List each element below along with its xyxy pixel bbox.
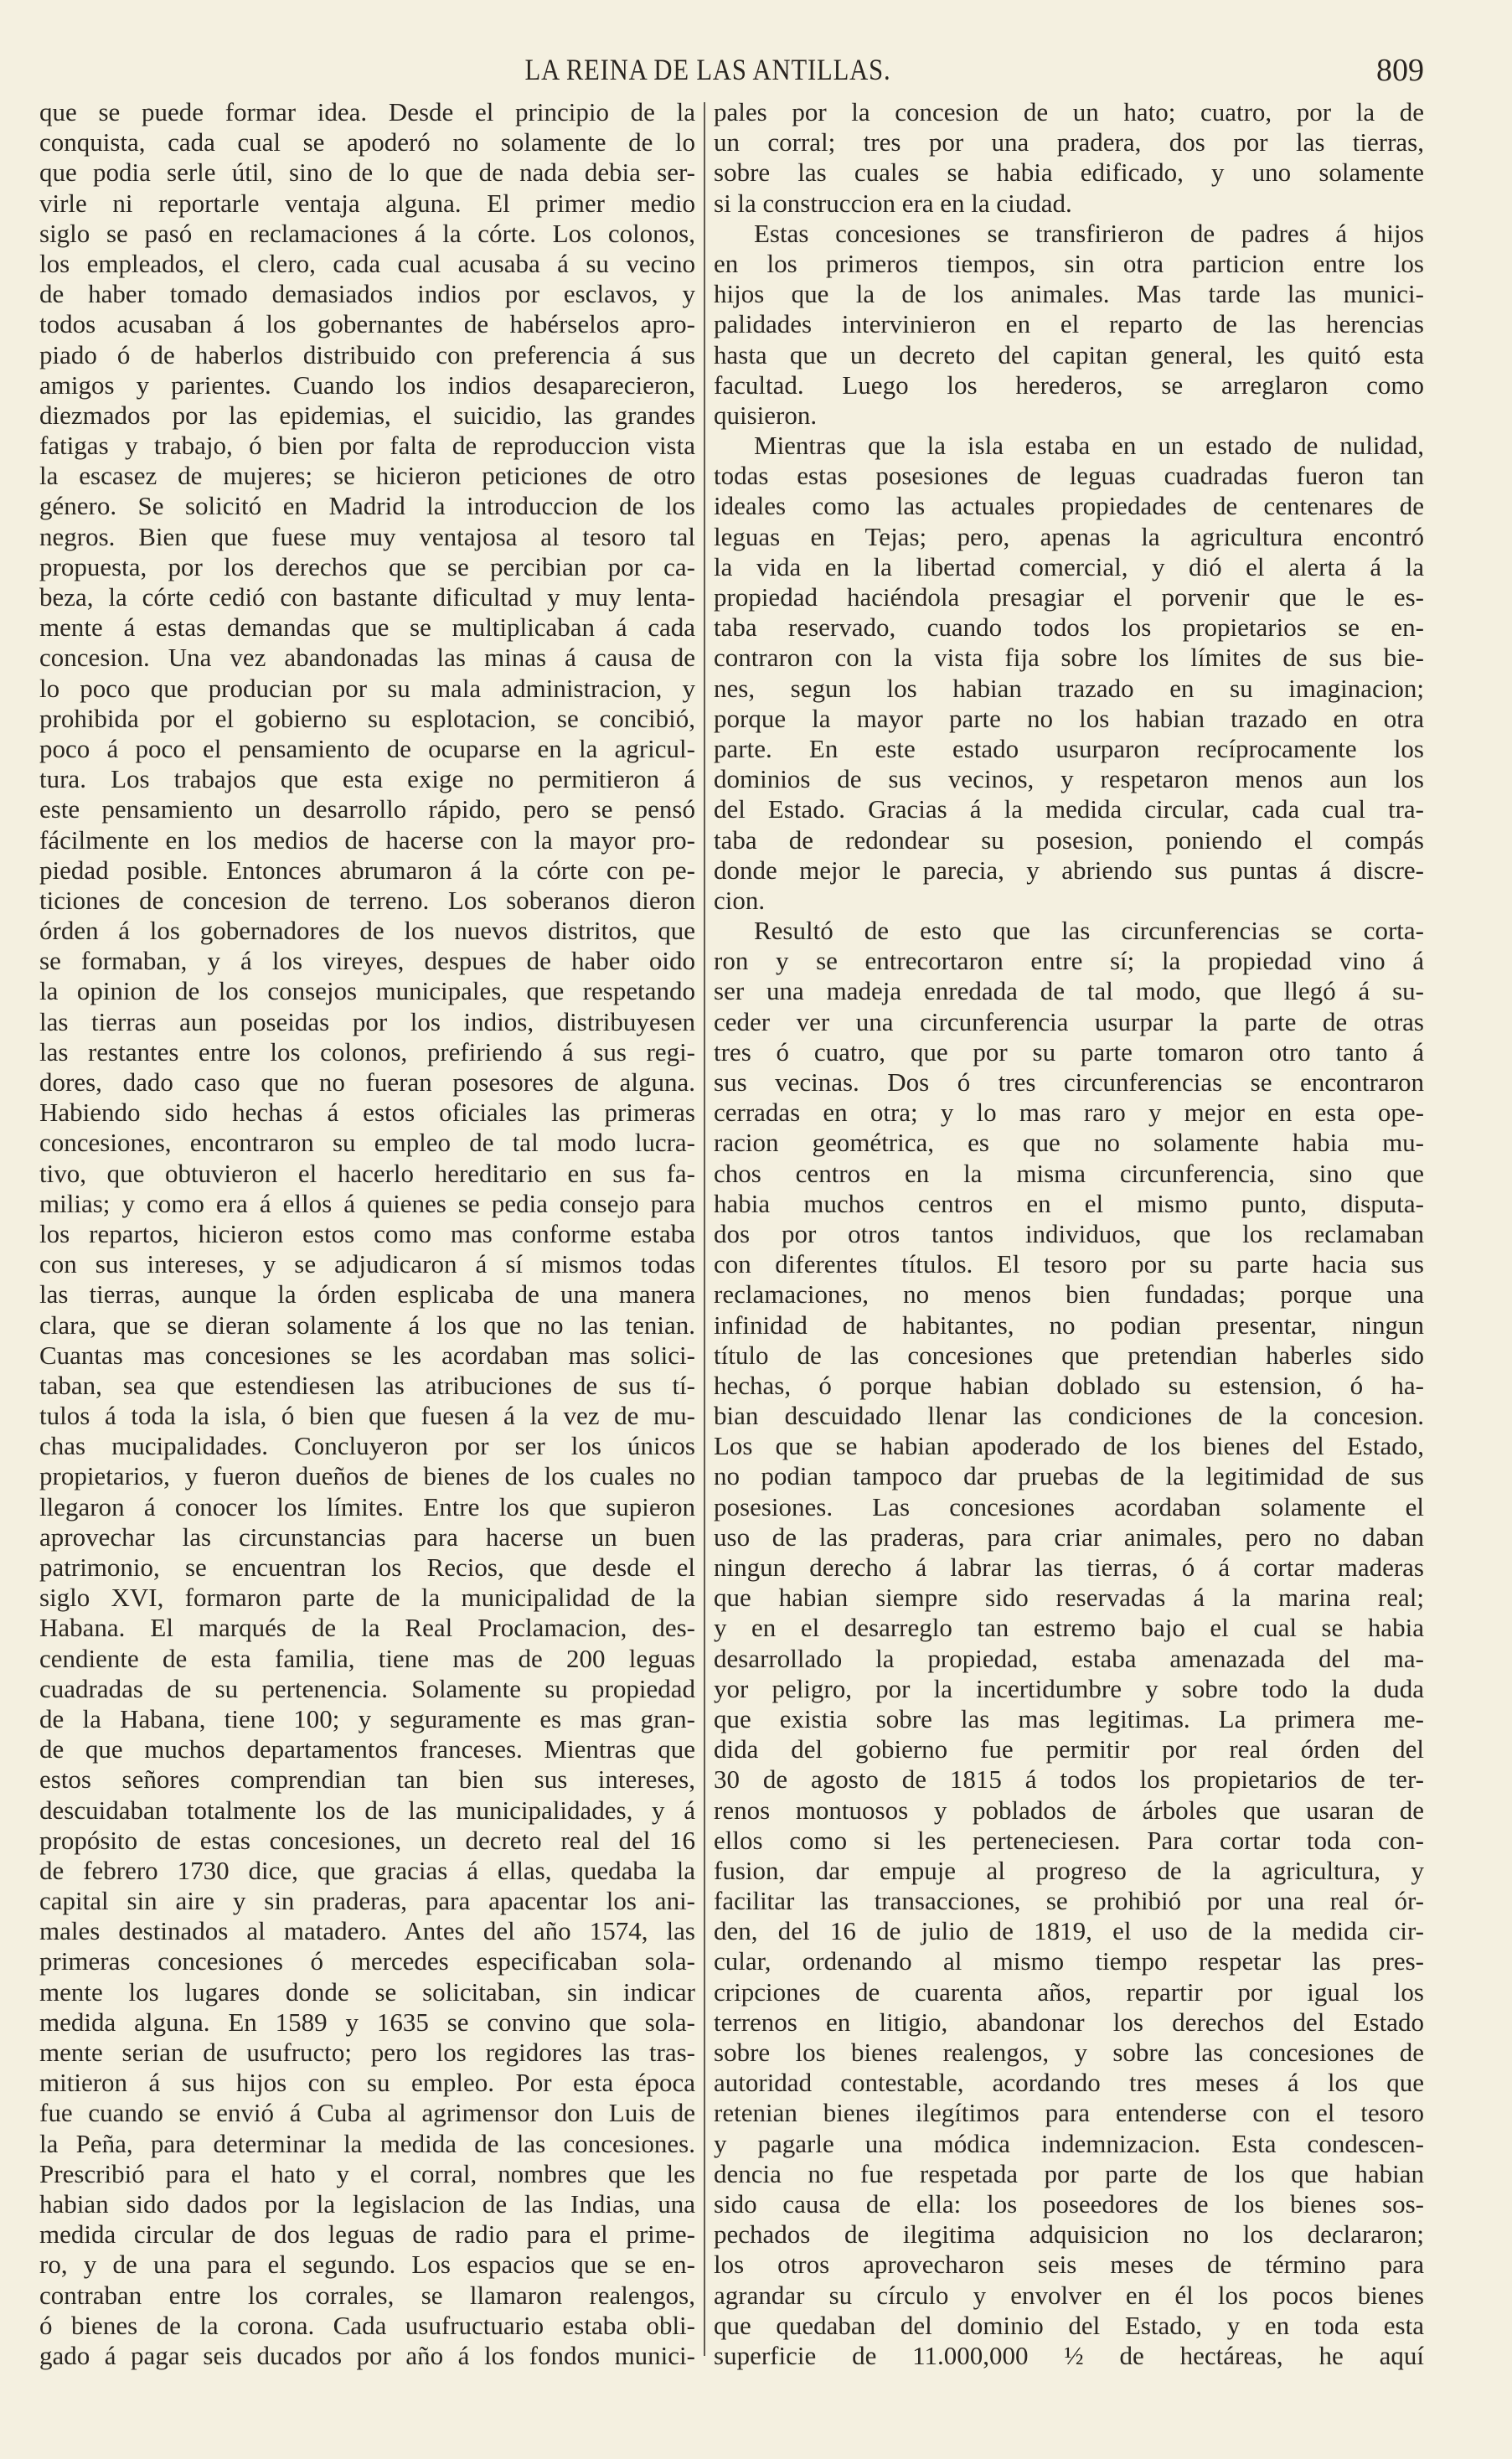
text-line: título de las concesiones que pretendian haberles sido [714, 1340, 1424, 1370]
text-line: sido causa de ella: los poseedores de los bienes sos- [714, 2188, 1424, 2219]
text-line: las restantes entre los colonos, prefiriendo á sus regi- [39, 1036, 695, 1067]
column-divider [704, 102, 705, 2356]
text-line: patrimonio, se encuentran los Recios, que desde el [39, 1552, 695, 1582]
text-line: negros. Bien que fuese muy ventajosa al tesoro tal [39, 521, 695, 551]
text-line: conquista, cada cual se apoderó no solamente de lo [39, 127, 695, 158]
text-line: autoridad contestable, acordando tres meses á los que [714, 2068, 1424, 2098]
text-line: que existia sobre las mas legitimas. La primera me- [714, 1703, 1424, 1733]
text-line: con sus intereses, y se adjudicaron á sí mismos todas [39, 1249, 695, 1279]
text-line: de que muchos departamentos franceses. Mientras que [39, 1734, 695, 1764]
text-line: medida alguna. En 1589 y 1635 se convino que sola- [39, 2007, 695, 2037]
text-line: contraron con la vista fija sobre los límites de sus bie- [714, 643, 1424, 673]
text-line: hechas, ó porque habian doblado su estension, ó ha- [714, 1370, 1424, 1400]
text-line: ro, y de una para el segundo. Los espacios que se en- [39, 2250, 695, 2280]
text-line: sus vecinas. Dos ó tres circunferencias se encontraron [714, 1067, 1424, 1097]
text-line: 30 de agosto de 1815 á todos los propietarios de ter- [714, 1764, 1424, 1795]
text-line: taba reservado, cuando todos los propietarios se en- [714, 612, 1424, 643]
text-line: piado ó de haberlos distribuido con preferencia á sus [39, 339, 695, 369]
text-line: las tierras aun poseidas por los indios, distribuyesen [39, 1006, 695, 1036]
text-line: diezmados por las epidemias, el suicidio, las grandes [39, 400, 695, 430]
text-line: propiedad haciéndola presagiar el porvenir que le es- [714, 582, 1424, 612]
text-line: tivo, que obtuvieron el hacerlo hereditario en sus fa- [39, 1158, 695, 1188]
text-line: Estas concesiones se transfirieron de padres á hijos [754, 218, 1424, 248]
text-line: se formaban, y á los vireyes, despues de haber oido [39, 946, 695, 976]
text-line: siglo XVI, formaron parte de la municipalidad de la [39, 1583, 695, 1613]
text-line: facultad. Luego los herederos, se arreglaron como [714, 369, 1424, 400]
text-line: piedad posible. Entonces abrumaron á la córte con pe- [39, 855, 695, 885]
text-line: males destinados al matadero. Antes del año 1574, las [39, 1916, 695, 1946]
text-line: las tierras, aunque la órden esplicaba de una manera [39, 1279, 695, 1310]
text-line: descuidaban totalmente los de las municipalidades, y á [39, 1795, 695, 1825]
text-line: Los que se habian apoderado de los bienes del Estado, [714, 1431, 1424, 1461]
text-line: hijos que la de los animales. Mas tarde las munici- [714, 279, 1424, 309]
text-line: ó bienes de la corona. Cada usufructuario estaba obli- [39, 2310, 695, 2340]
text-line: leguas en Tejas; pero, apenas la agricultura encontró [714, 521, 1424, 551]
text-line: que se puede formar idea. Desde el principio de la [39, 97, 695, 127]
text-line: que quedaban del dominio del Estado, y en toda esta [714, 2310, 1424, 2340]
text-line: si la construccion era en la ciudad. [714, 188, 1072, 218]
text-line: racion geométrica, es que no solamente habia mu- [714, 1128, 1424, 1158]
text-line: chas mucipalidades. Concluyeron por ser los únicos [39, 1431, 695, 1461]
text-line: lo poco que producian por su mala administracion, y [39, 673, 695, 703]
right-column [714, 97, 1424, 2371]
text-line: ningun derecho á labrar las tierras, ó á cortar maderas [714, 1552, 1424, 1582]
text-line: gado á pagar seis ducados por año á los fondos munici- [39, 2340, 695, 2370]
text-line: la Peña, para determinar la medida de las concesiones. [39, 2128, 695, 2158]
text-line: facilitar las transacciones, se prohibió por una real ór- [714, 1886, 1424, 1916]
text-line: habian sido dados por la legislacion de las Indias, una [39, 2188, 695, 2219]
text-line: de la Habana, tiene 100; y seguramente es mas gran- [39, 1703, 695, 1733]
text-line: taban, sea que estendiesen las atribuciones de sus tí- [39, 1370, 695, 1400]
text-line: hasta que un decreto del capitan general, les quitó esta [714, 339, 1424, 369]
text-line: tres ó cuatro, que por su parte tomaron otro tanto á [714, 1036, 1424, 1067]
text-line: concesiones, encontraron su empleo de tal modo lucra- [39, 1128, 695, 1158]
text-line: den, del 16 de julio de 1819, el uso de la medida cir- [714, 1916, 1424, 1946]
text-line: taba de redondear su posesion, poniendo el compás [714, 824, 1424, 855]
text-line: ceder ver una circunferencia usurpar la parte de otras [714, 1006, 1424, 1036]
text-line: pales por la concesion de un hato; cuatro, por la de [714, 97, 1424, 127]
text-line: con diferentes títulos. El tesoro por su parte hacia sus [714, 1249, 1424, 1279]
text-line: Habana. El marqués de la Real Proclamacion, des- [39, 1613, 695, 1643]
text-line: tura. Los trabajos que esta exige no permitieron á [39, 764, 695, 794]
text-line: llegaron á conocer los límites. Entre los que supieron [39, 1491, 695, 1521]
text-line: pechados de ilegitima adquisicion no los declararon; [714, 2219, 1424, 2250]
text-line: cendiente de esta familia, tiene mas de 200 leguas [39, 1643, 695, 1673]
text-line: habia muchos centros en el mismo punto, disputa- [714, 1188, 1424, 1218]
text-line: todos acusaban á los gobernantes de habérselos apro- [39, 309, 695, 339]
text-line: la vida en la libertad comercial, y dió el alerta á la [714, 551, 1424, 581]
text-line: nes, segun los habian trazado en su imaginacion; [714, 673, 1424, 703]
text-line: quisieron. [714, 400, 818, 430]
text-line: primeras concesiones ó mercedes especificaban sola- [39, 1946, 695, 1976]
text-line: todas estas posesiones de leguas cuadradas fueron tan [714, 461, 1424, 491]
text-line: concesion. Una vez abandonadas las minas á causa de [39, 643, 695, 673]
text-line: dores, dado caso que no fueran posesores de alguna. [39, 1067, 695, 1097]
running-title: LA REINA DE LAS ANTILLAS. [524, 53, 891, 86]
text-line: del Estado. Gracias á la medida circular, cada cual tra- [714, 794, 1424, 824]
text-line: mitieron á sus hijos con su empleo. Por esta época [39, 2068, 695, 2098]
text-line: desarrollado la propiedad, estaba amenazada del ma- [714, 1643, 1424, 1673]
text-line: posesiones. Las concesiones acordaban solamente el [714, 1491, 1424, 1521]
text-line: ticiones de concesion de terreno. Los soberanos dieron [39, 885, 695, 915]
text-line: y pagarle una módica indemnizacion. Esta condescen- [714, 2128, 1424, 2158]
text-line: donde mejor le parecia, y abriendo sus puntas á discre- [714, 855, 1424, 885]
left-column [39, 97, 695, 2371]
text-line: parte. En este estado usurparon recíprocamente los [714, 733, 1424, 763]
text-line: agrandar su círculo y envolver en él los pocos bienes [714, 2280, 1424, 2310]
text-line: Habiendo sido hechas á estos oficiales las primeras [39, 1098, 695, 1128]
text-line: cular, ordenando al mismo tiempo respetar las pres- [714, 1946, 1424, 1976]
text-line: la opinion de los consejos municipales, que respetando [39, 976, 695, 1006]
text-line: dida del gobierno fue permitir por real órden del [714, 1734, 1424, 1764]
text-line: poco á poco el pensamiento de ocuparse en la agricul- [39, 733, 695, 763]
text-line: ellos como si les perteneciesen. Para cortar toda con- [714, 1825, 1424, 1855]
text-line: fatigas y trabajo, ó bien por falta de reproduccion vista [39, 431, 695, 461]
text-line: dos por otros tantos individuos, que los reclamaban [714, 1218, 1424, 1248]
text-line: reclamaciones, no menos bien fundadas; porque una [714, 1279, 1424, 1310]
text-line: tulos á toda la isla, ó bien que fuesen á la vez de mu- [39, 1401, 695, 1431]
text-line: dencia no fue respetada por parte de los que habian [714, 2158, 1424, 2188]
text-line: ser una madeja enredada de tal modo, que llegó á su- [714, 976, 1424, 1006]
text-line: los otros aprovecharon seis meses de término para [714, 2250, 1424, 2280]
text-line: terrenos en litigio, abandonar los derechos del Estado [714, 2007, 1424, 2037]
text-line: mente los lugares donde se solicitaban, sin indicar [39, 1976, 695, 2007]
text-line: virle ni reportarle ventaja alguna. El primer medio [39, 188, 695, 218]
text-line: propuesta, por los derechos que se percibian por ca- [39, 551, 695, 581]
text-line: uso de las praderas, para criar animales, pero no daban [714, 1521, 1424, 1552]
text-line: órden á los gobernadores de los nuevos distritos, que [39, 916, 695, 946]
text-line: Mientras que la isla estaba en un estado de nulidad, [754, 431, 1424, 461]
text-line: y en el desarreglo tan estremo bajo el cual se habia [714, 1613, 1424, 1643]
text-line: fácilmente en los medios de hacerse con la mayor pro- [39, 824, 695, 855]
text-line: propietarios, y fueron dueños de bienes de los cuales no [39, 1461, 695, 1491]
text-line: medida circular de dos leguas de radio para el prime- [39, 2219, 695, 2250]
text-line: género. Se solicitó en Madrid la introduccion de los [39, 491, 695, 521]
text-line: cripciones de cuarenta años, repartir por igual los [714, 1976, 1424, 2007]
text-line: ideales como las actuales propiedades de centenares de [714, 491, 1424, 521]
text-line: beza, la córte cedió con bastante dificultad y muy lenta- [39, 582, 695, 612]
text-line: mente serian de usufructo; pero los regidores las tras- [39, 2038, 695, 2067]
text-line: sobre las cuales se habia edificado, y uno solamente [714, 158, 1424, 188]
text-line: retenian bienes ilegítimos para entenderse con el tesoro [714, 2098, 1424, 2128]
text-line: amigos y parientes. Cuando los indios desaparecieron, [39, 369, 695, 400]
text-line: que habian siempre sido reservadas á la marina real; [714, 1583, 1424, 1613]
text-line: capital sin aire y sin praderas, para apacentar los ani- [39, 1886, 695, 1916]
text-line: de febrero 1730 dice, que gracias á ellas, quedaba la [39, 1855, 695, 1885]
text-line: no podian tampoco dar pruebas de la legitimidad de sus [714, 1461, 1424, 1491]
text-line: cuadradas de su pertenencia. Solamente su propiedad [39, 1673, 695, 1703]
text-line: infinidad de habitantes, no podian presentar, ningun [714, 1310, 1424, 1340]
text-line: propósito de estas concesiones, un decreto real del 16 [39, 1825, 695, 1855]
page-number: 809 [1376, 53, 1424, 88]
text-line: los repartos, hicieron estos como mas conforme estaba [39, 1218, 695, 1248]
text-line: bian descuidado llenar las condiciones de la concesion. [714, 1401, 1424, 1431]
text-line: Prescribió para el hato y el corral, nombres que les [39, 2158, 695, 2188]
text-line: superficie de 11.000,000 ½ de hectáreas, he aquí [714, 2340, 1424, 2370]
page-header [0, 52, 1512, 89]
text-line: chos centros en la misma circunferencia, sino que [714, 1158, 1424, 1188]
text-line: siglo se pasó en reclamaciones á la córte. Los colonos, [39, 218, 695, 248]
text-line: dominios de sus vecinos, y respetaron menos aun los [714, 764, 1424, 794]
text-line: cerradas en otra; y lo mas raro y mejor en esta ope- [714, 1098, 1424, 1128]
text-line: renos montuosos y poblados de árboles que usaran de [714, 1795, 1424, 1825]
text-line: este pensamiento un desarrollo rápido, pero se pensó [39, 794, 695, 824]
text-line: porque la mayor parte no los habian trazado en otra [714, 703, 1424, 733]
text-line: mente á estas demandas que se multiplicaban á cada [39, 612, 695, 643]
text-line: cion. [714, 885, 766, 915]
text-line: prohibida por el gobierno su esplotacion, se concibió, [39, 703, 695, 733]
text-line: sobre los bienes realengos, y sobre las concesiones de [714, 2038, 1424, 2067]
text-line: estos señores comprendian tan bien sus intereses, [39, 1764, 695, 1795]
text-line: fue cuando se envió á Cuba al agrimensor don Luis de [39, 2098, 695, 2128]
text-line: en los primeros tiempos, sin otra particion entre los [714, 248, 1424, 278]
text-line: que podia serle útil, sino de lo que de nada debia ser- [39, 158, 695, 188]
text-line: la escasez de mujeres; se hicieron peticiones de otro [39, 461, 695, 491]
text-line: Resultó de esto que las circunferencias se corta- [754, 916, 1424, 946]
text-line: Cuantas mas concesiones se les acordaban mas solici- [39, 1340, 695, 1370]
text-line: los empleados, el clero, cada cual acusaba á su vecino [39, 248, 695, 278]
text-line: yor peligro, por la incertidumbre y sobre todo la duda [714, 1673, 1424, 1703]
text-line: fusion, dar empuje al progreso de la agricultura, y [714, 1855, 1424, 1885]
text-line: ron y se entrecortaron entre sí; la propiedad vino á [714, 946, 1424, 976]
text-line: un corral; tres por una pradera, dos por las tierras, [714, 127, 1424, 158]
text-line: aprovechar las circunstancias para hacerse un buen [39, 1521, 695, 1552]
text-line: milias; y como era á ellos á quienes se pedia consejo para [39, 1188, 695, 1218]
text-line: palidades intervinieron en el reparto de las herencias [714, 309, 1424, 339]
text-line: contraban entre los corrales, se llamaron realengos, [39, 2280, 695, 2310]
text-line: clara, que se dieran solamente á los que no las tenian. [39, 1310, 695, 1340]
text-line: de haber tomado demasiados indios por esclavos, y [39, 279, 695, 309]
